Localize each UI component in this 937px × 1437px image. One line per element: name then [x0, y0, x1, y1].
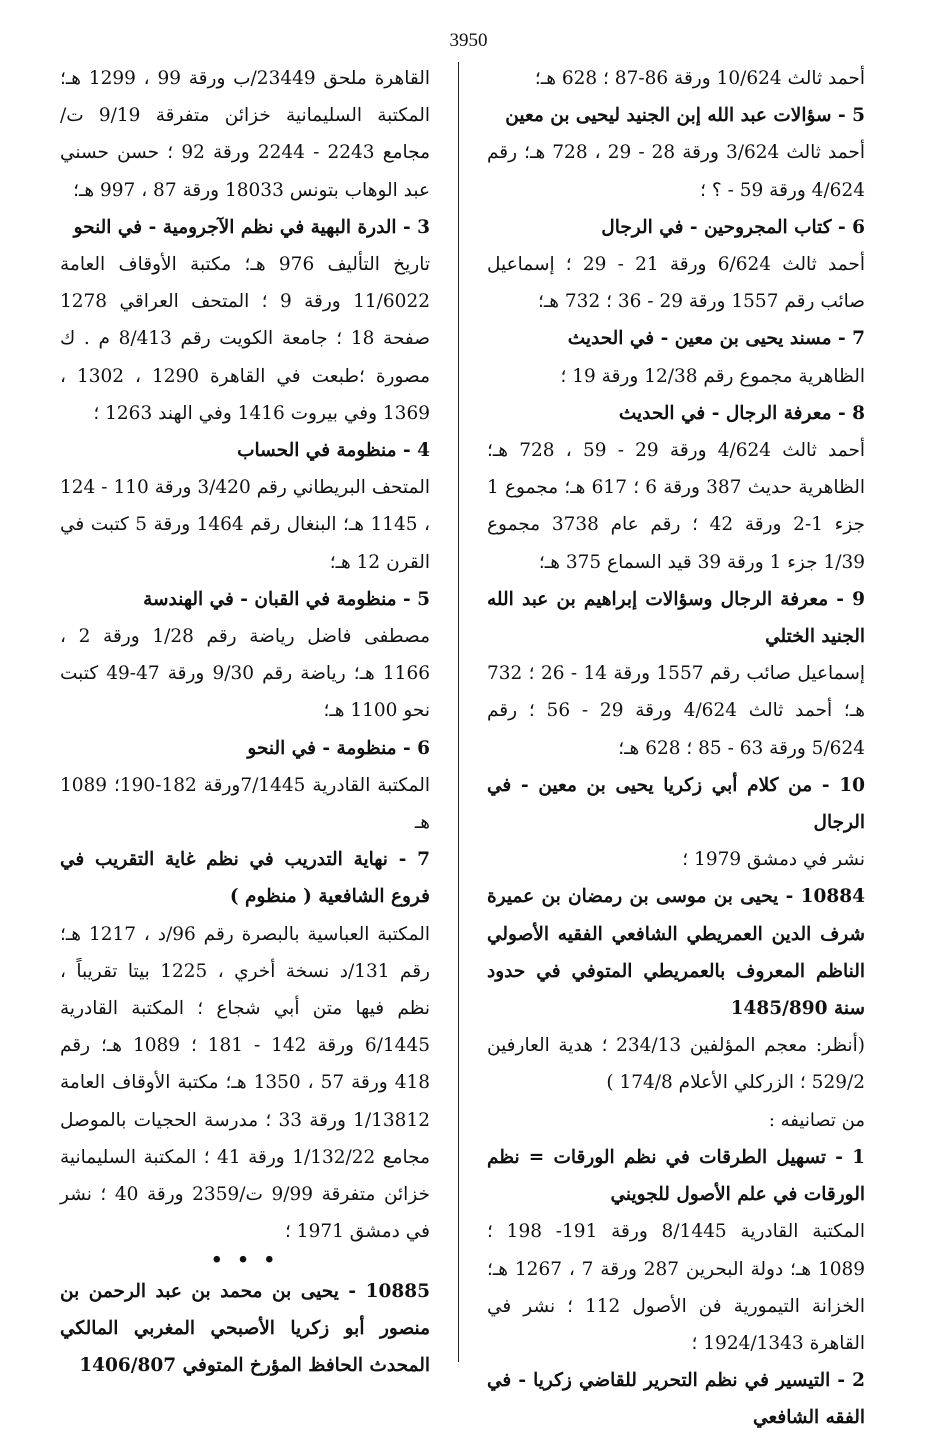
work-title-heading: 7 - نهاية التدريب في نظم غاية التقريب في فروع الشافعية ( منظوم ) — [60, 849, 430, 908]
entry-details-text: الظاهرية مجموع رقم 12/38 ورقة 19 ؛ — [560, 365, 865, 387]
works-intro-label: من تصانيفه : — [768, 1109, 865, 1131]
work-title-heading: 2 - التيسير في نظم التحرير للقاضي زكريا - في الفقه الشافعي — [487, 1370, 865, 1429]
work-title-heading: 1 - تسهيل الطرقات في نظم الورقات = نظم الورقات في علم الأصول للجويني — [487, 1146, 865, 1206]
entry-details-text: أحمد ثالث 6/624 ورقة 21 - 29 ؛ إسماعيل صائب رقم 1557 ورقة 29 - 36 ؛ 732 هـ؛ — [487, 254, 865, 313]
entry-details-text: أحمد ثالث 10/624 ورقة 86-87 ؛ 628 هـ؛ — [534, 68, 865, 89]
work-title-heading: 6 - كتاب المجروحين - في الرجال — [601, 216, 865, 238]
column-divider — [458, 62, 459, 1362]
entry-details-text: أحمد ثالث 3/624 ورقة 28 - 29 ، 728 هـ؛ رقم 4/624 ورقة 59 - ؟ ؛ — [487, 142, 865, 201]
section-separator: • • • — [210, 1249, 280, 1271]
work-title-heading: 3 - الدرة البهية في نظم الآجرومية - في النحو — [73, 216, 430, 238]
entry-details-text: (أنظر: معجم المؤلفين 234/13 ؛ هدية العارفين 529/2 ؛ الزركلي الأعلام 174/8 ) — [487, 1035, 866, 1094]
entry-details-text: القاهرة ملحق 23449/ب ورقة 99 ، 1299 هـ؛ المكتبة السليمانية خزائن متفرقة 9/19 ت/مجامع 2243 - 2244 ورقة 92 ؛ حسن حسني عبد الوهاب بتونس 18033 ورقة 87 ، 997 هـ؛ — [60, 68, 431, 201]
work-title-heading: 4 - منظومة في الحساب — [237, 440, 430, 462]
entry-details-text: المكتبة العباسية بالبصرة رقم 96/د ، 1217 هـ؛ رقم 131/د نسخة أخري ، 1225 بيتا تقريباً ، نظم فيها متن أبي شجاع ؛ المكتبة القادرية 6/1445 ورقة 142 - 181 ؛ 1089 هـ؛ رقم 418 ورقة 57 ، 1350 هـ؛ مكتبة الأوقاف العامة 1/13812 ورقة 33 ؛ مدرسة الحجيات بالموصل مجامع 1/132/22 ورقة 41 ؛ المكتبة السليمانية خزائن متفرقة 9/99 ت/2359 ورقة 40 ؛ نشر في دمشق 1971 ؛ — [60, 923, 430, 1243]
entry-details-text: مصطفى فاضل رياضة رقم 1/28 ورقة 2 ، 1166 هـ؛ رياضة رقم 9/30 ورقة 47-49 كتبت نحو 1100 هـ؛ — [60, 626, 430, 722]
work-title-heading: 7 - مسند يحيى بن معين - في الحديث — [567, 328, 865, 350]
right-column — [487, 60, 865, 1437]
entry-details-text: إسماعيل صائب رقم 1557 ورقة 14 - 26 ؛ 732 هـ؛ أحمد ثالث 4/624 ورقة 29 - 56 ؛ رقم 5/624 ورقة 63 - 85 ؛ 628 هـ؛ — [487, 663, 865, 759]
entry-details-text: المكتبة القادرية 8/1445 ورقة 191- 198 ؛ 1089 هـ؛ دولة البحرين 287 ورقة 7 ، 1267 هـ؛ الخزانة التيمورية فن الأصول 112 ؛ نشر في القاهرة 1924/1343 ؛ — [487, 1221, 866, 1354]
work-title-heading: 5 - سؤالات عبد الله إبن الجنيد ليحيى بن معين — [505, 105, 865, 127]
entry-details-text: المتحف البريطاني رقم 3/420 ورقة 110 - 124 ، 1145 هـ؛ البنغال رقم 1464 ورقة 5 كتبت في القرن 12 هـ؛ — [60, 477, 430, 573]
entry-details-text: تاريخ التأليف 976 هـ؛ مكتبة الأوقاف العامة 11/6022 ورقة 9 ؛ المتحف العراقي 1278 صفحة 18 ؛ جامعة الكويت رقم 8/413 م . ك مصورة ؛طبعت في القاهرة 1290 ، 1302 ، 1369 وفي بيروت 1416 وفي الهند 1263 ؛ — [60, 254, 430, 424]
work-title-heading: 5 - منظومة في القبان - في الهندسة — [143, 588, 430, 610]
entry-details-text: أحمد ثالث 4/624 ورقة 29 - 59 ، 728 هـ؛ الظاهرية حديث 387 ورقة 6 ؛ 617 هـ؛ مجموع 1 جزء 1-2 ورقة 42 ؛ رقم عام 3738 مجموع 1/39 جزء 1 ورقة 39 قيد السماع 375 هـ؛ — [487, 440, 866, 573]
entry-details-text: نشر في دمشق 1979 ؛ — [682, 849, 865, 871]
author-entry-heading: 10884 - يحيى بن موسى بن رمضان بن عميرة شرف الدين العمريطي الشافعي الفقيه الأصولي الناظم المعروف بالعمريطي المتوفي في حدود سنة 1485/890 — [487, 886, 865, 1020]
author-entry-heading: 10885 - يحيى بن محمد بن عبد الرحمن بن منصور أبو زكريا الأصبحي المغربي المالكي المحدث الحافظ المؤرخ المتوفي 1406/807 — [60, 1280, 430, 1376]
work-title-heading: 8 - معرفة الرجال - في الحديث — [618, 402, 865, 424]
left-column — [60, 60, 430, 1384]
entry-details-text: المكتبة القادرية 7/1445ورقة 182-190؛ 1089 هـ — [60, 774, 431, 834]
work-title-heading: 6 - منظومة - في النحو — [247, 737, 430, 759]
page-number: 3950 — [449, 30, 488, 51]
work-title-heading: 9 - معرفة الرجال وسؤالات إبراهيم بن عبد الله الجنيد الختلي — [487, 588, 865, 648]
work-title-heading: 10 - من كلام أبي زكريا يحيى بن معين - في الرجال — [487, 774, 865, 834]
